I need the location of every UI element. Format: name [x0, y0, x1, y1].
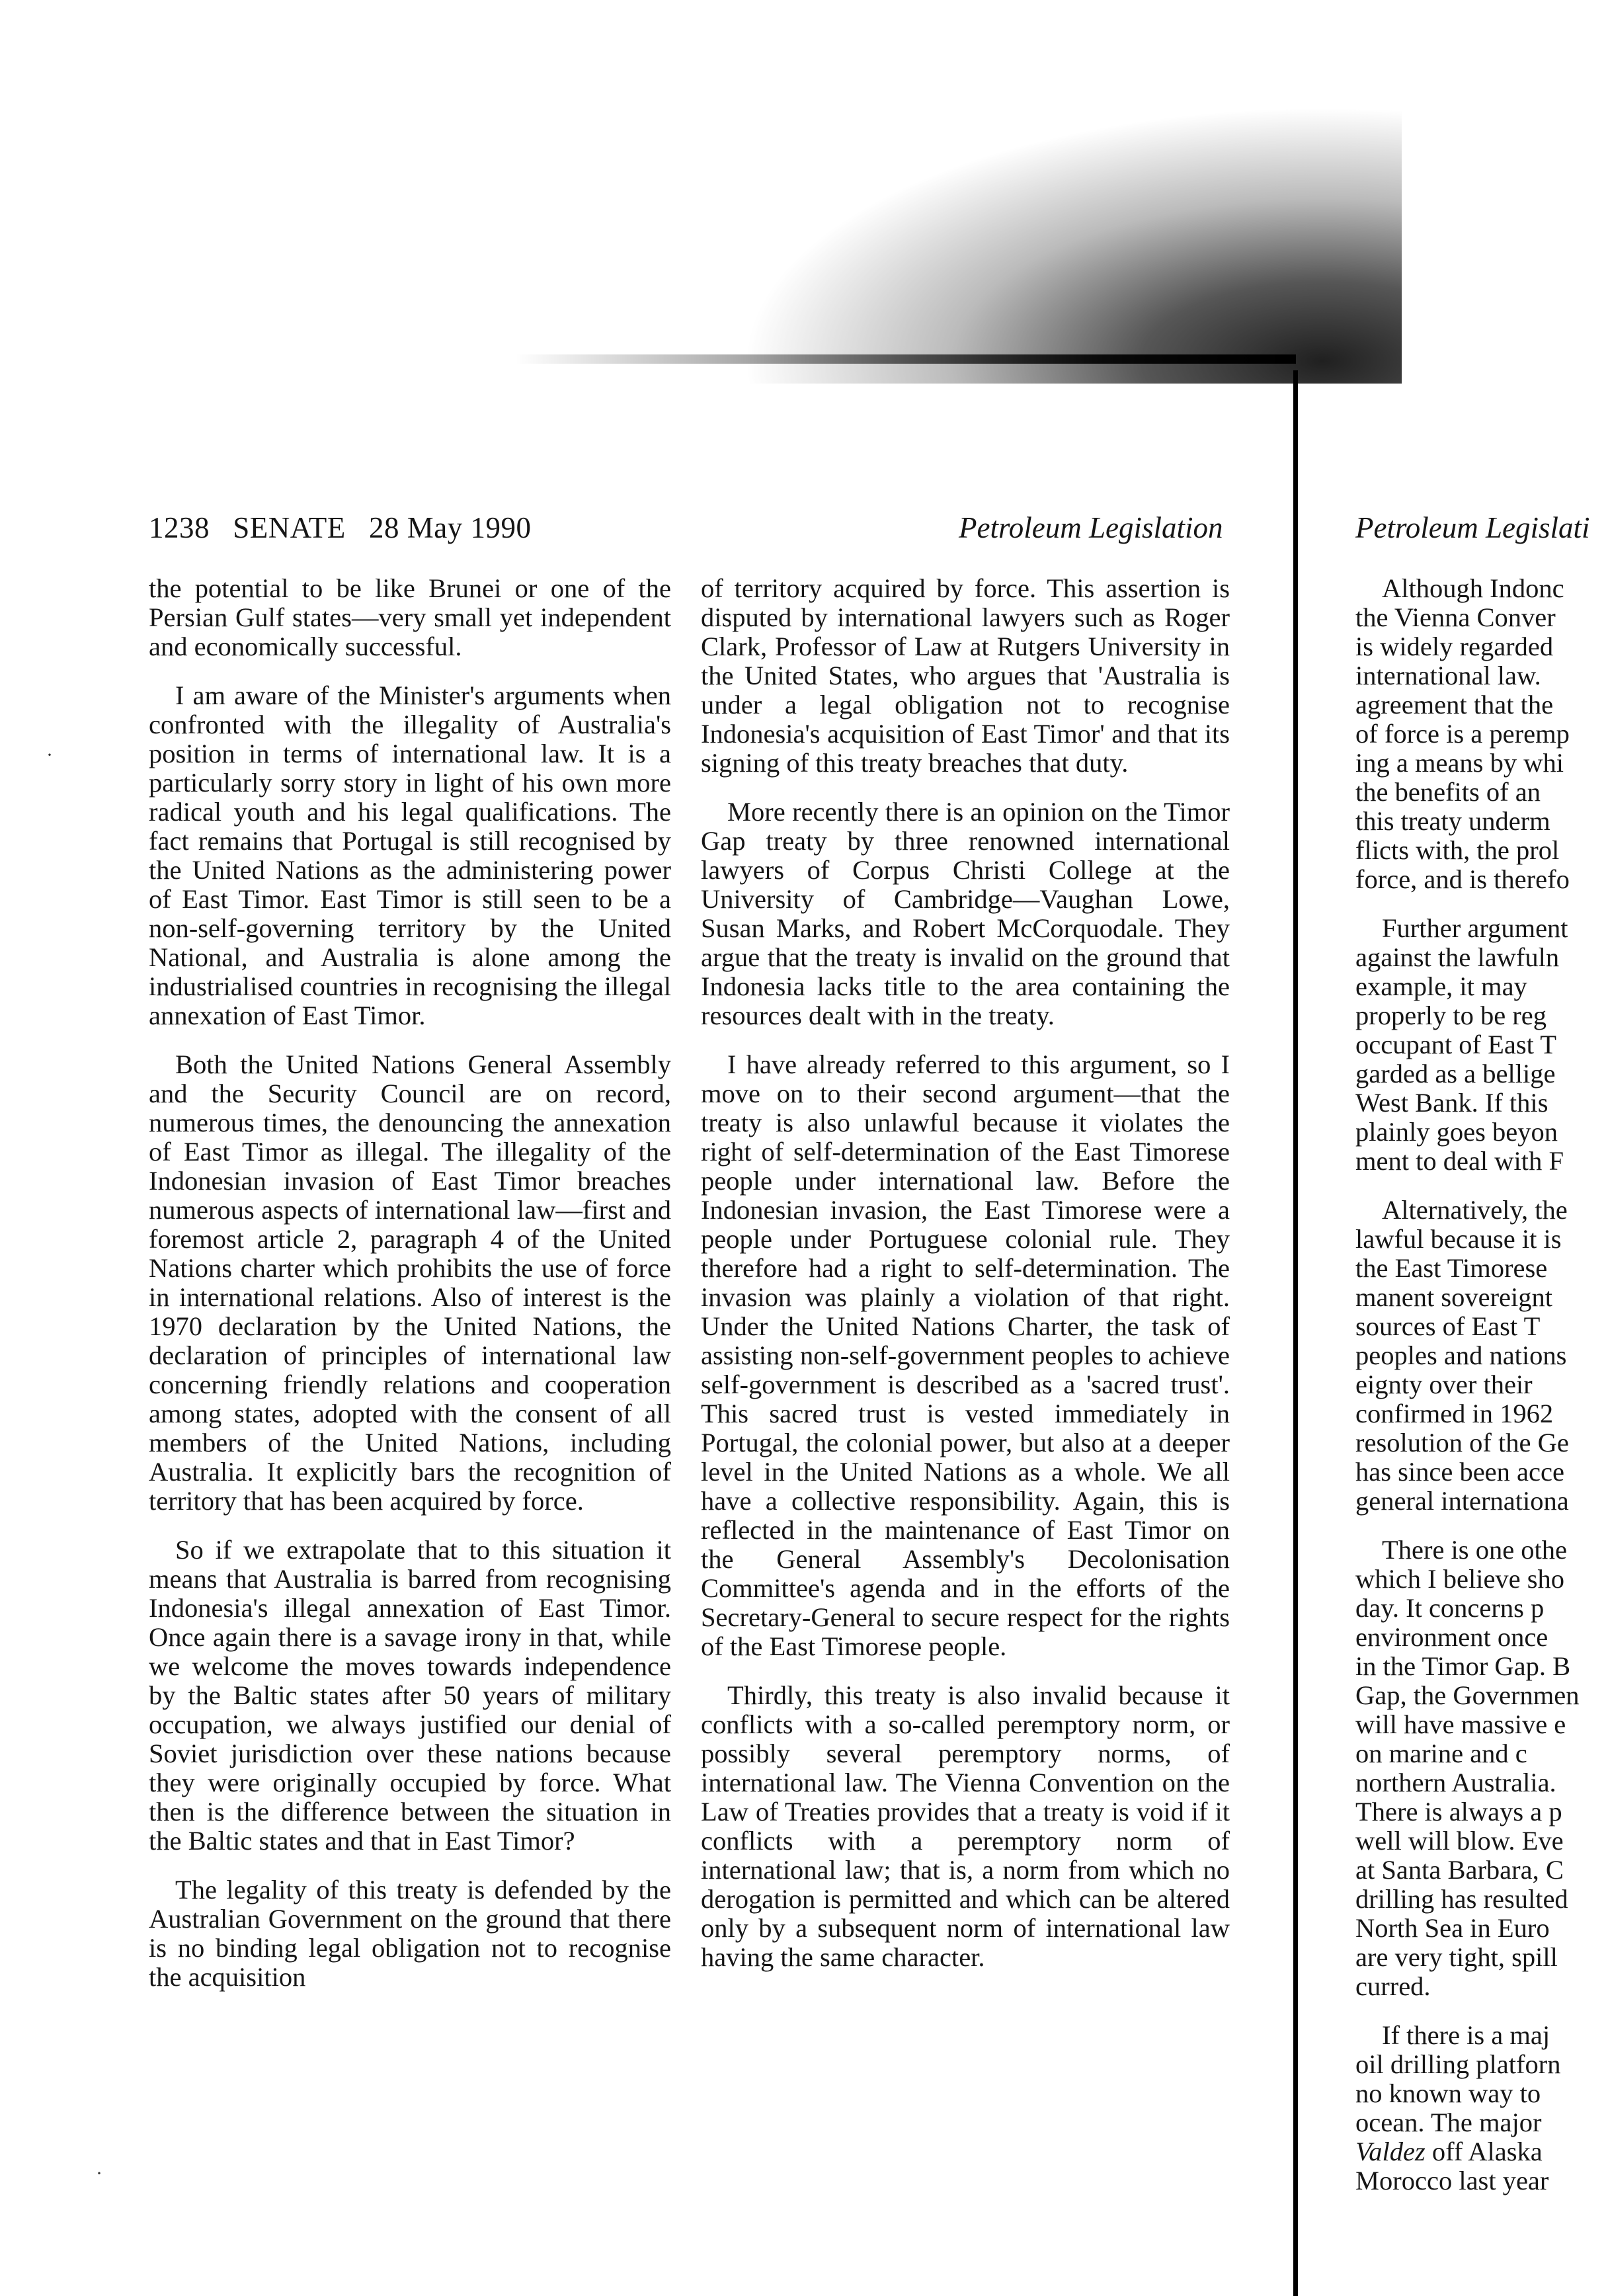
- text-line: this treaty underm: [1355, 806, 1550, 836]
- text-line: international law.: [1355, 661, 1541, 690]
- text-line: ment to deal with F: [1355, 1146, 1564, 1176]
- text-line: peoples and nations: [1355, 1340, 1567, 1370]
- scan-edge-line: [516, 354, 1296, 364]
- paragraph-fragment: [1355, 2021, 1608, 2195]
- paragraph-fragment: [1355, 1536, 1608, 2001]
- text-line: curred.: [1355, 1971, 1431, 2001]
- chamber-name: SENATE: [233, 511, 346, 544]
- text-line: has since been acce: [1355, 1457, 1564, 1487]
- text-line: manent sovereignt: [1355, 1282, 1553, 1312]
- text-line: West Bank. If this: [1355, 1088, 1548, 1118]
- text-line: North Sea in Euro: [1355, 1913, 1550, 1943]
- text-line: ocean. The major: [1355, 2108, 1542, 2137]
- text-line: the Vienna Conver: [1355, 602, 1556, 632]
- text-line: is widely regarded: [1355, 632, 1554, 661]
- text-line: which I believe sho: [1355, 1564, 1565, 1594]
- text-line: Morocco last year: [1355, 2166, 1549, 2195]
- text-line: Further argument: [1382, 913, 1568, 943]
- running-title-next-page: Petroleum Legislati: [1355, 511, 1590, 544]
- text-line: plainly goes beyon: [1355, 1117, 1558, 1147]
- text-line: lawful because it is: [1355, 1224, 1562, 1254]
- scan-smudge: [741, 106, 1402, 384]
- text-line: well will blow. Eve: [1355, 1826, 1564, 1856]
- scan-speck: ·: [96, 2162, 102, 2184]
- page-gutter-rule: [1293, 370, 1298, 2296]
- text-line: Although Indonc: [1382, 573, 1564, 603]
- text-line: eignty over their: [1355, 1370, 1533, 1399]
- text-line: against the lawfuln: [1355, 942, 1560, 972]
- paragraph: of territory acquired by force. This assertion is disputed by international lawyers such as Roger Clark, Professor of Law at Rutgers University in the United States, who argues that 'Australia is under a legal obligation not to recognise Indonesia's acquisition of East Timor' and that its signing of this treaty breaches that duty.: [701, 573, 1230, 778]
- text-line: the East Timorese: [1355, 1253, 1548, 1283]
- text-line: of force is a peremp: [1355, 719, 1570, 749]
- text-line: Valdez off Alaska: [1355, 2137, 1543, 2166]
- text-line: Alternatively, the: [1382, 1195, 1568, 1225]
- paragraph: Both the United Nations General Assembly and the Security Council are on record, numerous times, the denouncing the annexation of East Timor as illegal. The illegality of the Indonesian invasion of East Timor breaches numerous aspects of international law—first and foremost article 2, paragraph 4 of the United Nations charter which prohibits the use of force in international relations. Also of interest is the 1970 declaration by the United Nations, the declaration of principles of international law concerning friendly relations and cooperation among states, adopted with the consent of all members of the United Nations, including Australia. It explicitly bars the recognition of territory that has been acquired by force.: [149, 1049, 671, 1516]
- page-header-left: [149, 511, 532, 545]
- text-line: environment once: [1355, 1622, 1548, 1652]
- text-line: agreement that the: [1355, 690, 1554, 719]
- text-column-1: [149, 574, 671, 2161]
- page-number: 1238: [149, 511, 210, 544]
- text-line: There is always a p: [1355, 1797, 1562, 1826]
- text-line: at Santa Barbara, C: [1355, 1855, 1564, 1885]
- text-line: general internationa: [1355, 1486, 1569, 1516]
- text-line: If there is a maj: [1382, 2020, 1550, 2050]
- scan-speck: ·: [46, 744, 53, 766]
- text-line: no known way to: [1355, 2078, 1541, 2108]
- text-line: drilling has resulted: [1355, 1884, 1568, 1914]
- text-line: northern Australia.: [1355, 1768, 1556, 1797]
- paragraph: the potential to be like Brunei or one of the Persian Gulf states—very small yet independent and economically successful.: [149, 573, 671, 661]
- text-line: the benefits of an: [1355, 777, 1541, 807]
- paragraph: The legality of this treaty is defended by the Australian Government on the ground that there is no binding legal obligation not to recognise the acquisition: [149, 1875, 671, 1992]
- paragraph: So if we extrapolate that to this situation it means that Australia is barred from recognising Indonesia's illegal annexation of East Timor. Once again there is a savage irony in that, while we welcome the moves towards independence by the Baltic states after 50 years of military occupation, we always justified our denial of Soviet jurisdiction over these nations because they were originally occupied by force. What then is the difference between the situation in the Baltic states and that in East Timor?: [149, 1535, 671, 1856]
- text-line: will have massive e: [1355, 1709, 1566, 1739]
- text-line: sources of East T: [1355, 1311, 1541, 1341]
- text-column-2: [701, 574, 1230, 2161]
- paragraph-fragment: [1355, 1196, 1608, 1516]
- text-line: in the Timor Gap. B: [1355, 1651, 1571, 1681]
- text-column-3-cropped: [1355, 573, 1608, 2195]
- paragraph: I am aware of the Minister's arguments when confronted with the illegality of Australia's position in terms of international law. It is a particularly sorry story in light of his own more radical youth and his legal qualifications. The fact remains that Portugal is still recognised by the United Nations as the administering power of East Timor. East Timor is still seen to be a non-self-governing territory by the United National, and Australia is alone among the industrialised countries in recognising the illegal annexation of East Timor.: [149, 680, 671, 1030]
- text-line: properly to be reg: [1355, 1001, 1547, 1030]
- text-line: There is one othe: [1382, 1535, 1568, 1565]
- text-line: Gap, the Governmen: [1355, 1680, 1580, 1710]
- text-line: resolution of the Ge: [1355, 1428, 1569, 1457]
- sitting-date: 28 May 1990: [369, 511, 532, 544]
- running-title: Petroleum Legislation: [959, 511, 1223, 544]
- text-line: ing a means by whi: [1355, 748, 1564, 778]
- text-line: example, it may: [1355, 971, 1527, 1001]
- text-line: on marine and c: [1355, 1739, 1527, 1768]
- paragraph: More recently there is an opinion on the Timor Gap treaty by three renowned international lawyers of Corpus Christi College at the University of Cambridge—Vaughan Lowe, Susan Marks, and Robert McCorquodale. They argue that the treaty is invalid on the ground that Indonesia lacks title to the area containing the resources dealt with in the treaty.: [701, 797, 1230, 1030]
- text-line: are very tight, spill: [1355, 1942, 1558, 1972]
- text-line: day. It concerns p: [1355, 1593, 1545, 1623]
- text-line: garded as a bellige: [1355, 1059, 1556, 1088]
- text-line: occupant of East T: [1355, 1030, 1557, 1059]
- paragraph: I have already referred to this argument, so I move on to their second argument—that the treaty is also unlawful because it violates the right of self-determination of the East Timorese people under international law. Before the Indonesian invasion, the East Timorese were a people under Portuguese colonial rule. They therefore had a right to self-determination. The invasion was plainly a violation of that right. Under the United Nations Charter, the task of assisting non-self-government peoples to achieve self-government is described as a 'sacred trust'. This sacred trust is vested immediately in Portugal, the colonial power, but also at a deeper level in the United Nations as a whole. We all have a collective responsibility. Again, this is reflected in the maintenance of East Timor on the General Assembly's Decolonisation Committee's agenda and in the efforts of the Secretary-General to secure respect for the rights of the East Timorese people.: [701, 1049, 1230, 1661]
- paragraph-fragment: [1355, 574, 1608, 894]
- text-line: confirmed in 1962: [1355, 1399, 1554, 1428]
- paragraph: Thirdly, this treaty is also invalid because it conflicts with a so-called peremptory norm, or possibly several peremptory norms, of international law. The Vienna Convention on the Law of Treaties provides that a treaty is void if it conflicts with a peremptory norm of international law; that is, a norm from which no derogation is permitted and which can be altered only by a subsequent norm of international law having the same character.: [701, 1680, 1230, 1972]
- paragraph-fragment: [1355, 914, 1608, 1176]
- text-line: force, and is therefo: [1355, 864, 1570, 894]
- text-line: oil drilling platforn: [1355, 2049, 1561, 2079]
- text-line: flicts with, the prol: [1355, 835, 1560, 865]
